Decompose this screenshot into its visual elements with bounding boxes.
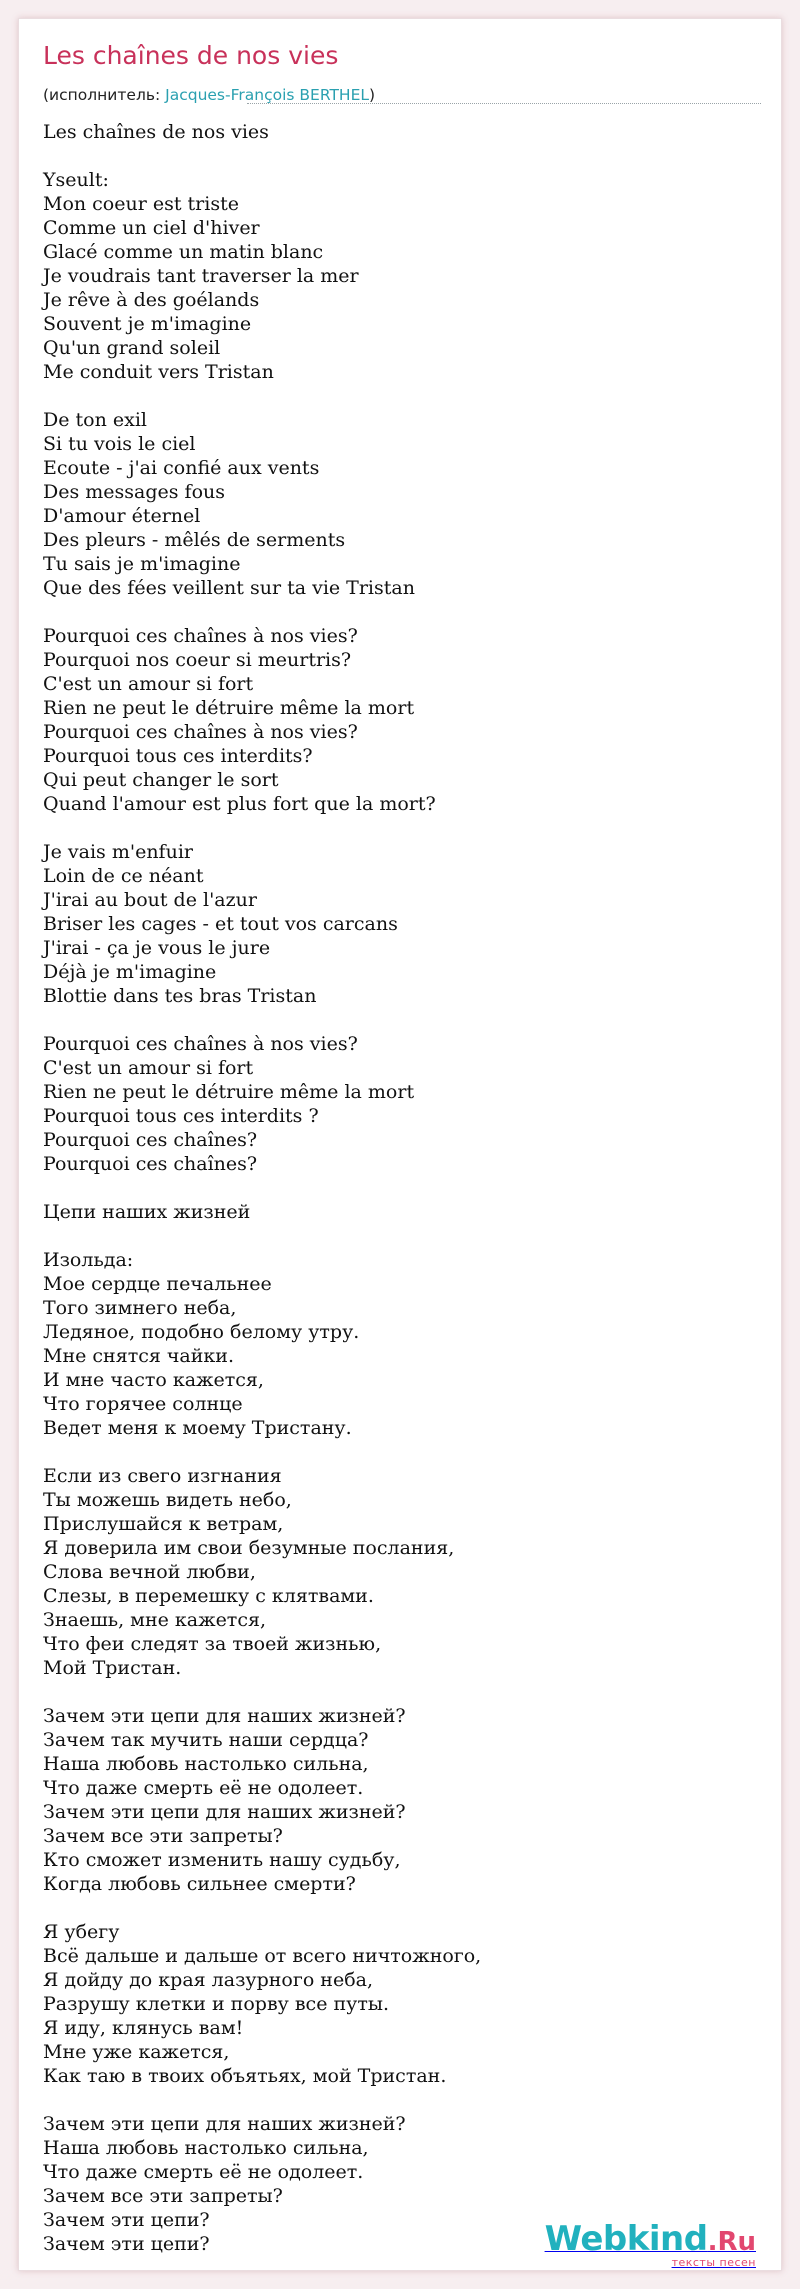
lyric-line: Того зимнего неба, (43, 1297, 237, 1319)
lyric-line: Что даже смерть её не одолеет. (43, 1777, 364, 1799)
lyric-line: J'irai au bout de l'azur (43, 889, 257, 911)
lyric-line: Briser les cages - et tout vos carcans (43, 913, 398, 935)
lyric-line: Pourquoi ces chaînes à nos vies? (43, 1033, 358, 1055)
logo-tagline: тексты песен (671, 2256, 756, 2269)
lyric-line: Je rêve à des goélands (43, 289, 260, 311)
lyric-line: Зачем эти цепи? (43, 2209, 210, 2231)
lyric-line: Les chaînes de nos vies (43, 121, 269, 143)
lyric-line: Разрушу клетки и порву все путы. (43, 1993, 389, 2015)
lyric-line: Souvent je m'imagine (43, 313, 252, 335)
lyric-line: Je vais m'enfuir (43, 841, 193, 863)
lyric-line: Если из свего изгнания (43, 1465, 282, 1487)
lyric-line: C'est un amour si fort (43, 673, 254, 695)
logo-domain: .Ru (707, 2227, 756, 2257)
lyric-line: Наша любовь настолько сильна, (43, 1753, 369, 1775)
lyric-line: C'est un amour si fort (43, 1057, 254, 1079)
lyric-line: Pourquoi ces chaînes à nos vies? (43, 721, 358, 743)
lyric-line: Зачем все эти запреты? (43, 1825, 283, 1847)
lyrics-card (18, 18, 782, 2271)
lyric-line: Pourquoi ces chaînes? (43, 1153, 258, 1175)
lyric-line: Pourquoi ces chaînes à nos vies? (43, 625, 358, 647)
lyric-line: Quand l'amour est plus fort que la mort? (43, 793, 436, 815)
logo-wordmark: Webkind (544, 2219, 708, 2259)
lyric-line: Rien ne peut le détruire même la mort (43, 697, 415, 719)
lyric-line: Si tu vois le ciel (43, 433, 196, 455)
lyric-line: Des pleurs - mêlés de serments (43, 529, 346, 551)
lyric-line: Comme un ciel d'hiver (43, 217, 260, 239)
performer-prefix: (исполнитель: (43, 86, 166, 104)
lyric-line: Ведет меня к моему Тристану. (43, 1417, 352, 1439)
lyric-line: Когда любовь сильнее смерти? (43, 1873, 356, 1895)
lyric-line: Что феи следят за твоей жизнью, (43, 1633, 382, 1655)
performer-suffix: ) (369, 86, 376, 104)
lyric-line: И мне часто кажется, (43, 1369, 264, 1391)
lyric-line: Mon coeur est triste (43, 193, 239, 215)
lyric-line: Слезы, в перемешку с клятвами. (43, 1585, 374, 1607)
lyric-line: Цепи наших жизней (43, 1201, 251, 1223)
lyric-line: Я иду, клянусь вам! (43, 2017, 244, 2039)
lyric-line: Мне снятся чайки. (43, 1345, 235, 1367)
lyric-line: Rien ne peut le détruire même la mort (43, 1081, 415, 1103)
site-logo[interactable] (544, 2219, 756, 2269)
song-title: Les chaînes de nos vies (43, 41, 339, 70)
lyric-line: Кто сможет изменить нашу судьбу, (43, 1849, 401, 1871)
lyric-line: Зачем эти цепи для наших жизней? (43, 2113, 406, 2135)
lyric-line: Наша любовь настолько сильна, (43, 2137, 369, 2159)
lyric-line: Изольда: (43, 1249, 134, 1271)
lyric-line: Прислушайся к ветрам, (43, 1513, 284, 1535)
lyric-line: Me conduit vers Tristan (43, 361, 274, 383)
lyric-line: Зачем так мучить наши сердца? (43, 1729, 369, 1751)
lyric-line: Ледяное, подобно белому утру. (43, 1321, 360, 1343)
lyric-line: Мое сердце печальнее (43, 1273, 272, 1295)
lyric-line: Знаешь, мне кажется, (43, 1609, 266, 1631)
lyric-line: Что даже смерть её не одолеет. (43, 2161, 364, 2183)
lyric-line: Что горячее солнце (43, 1393, 243, 1415)
title-divider (247, 103, 761, 104)
lyric-line: Pourquoi ces chaînes? (43, 1129, 258, 1151)
lyric-line: Я убегу (43, 1921, 120, 1943)
lyric-line: Всё дальше и дальше от всего ничтожного, (43, 1945, 482, 1967)
lyric-line: Blottie dans tes bras Tristan (43, 985, 317, 1007)
lyric-line: Зачем эти цепи? (43, 2233, 210, 2255)
performer-link[interactable]: Jacques-François BERTHEL (165, 86, 370, 104)
lyric-line: Мой Тристан. (43, 1657, 182, 1679)
lyric-line: Tu sais je m'imagine (43, 553, 241, 575)
lyric-line: Je voudrais tant traverser la mer (43, 265, 359, 287)
lyric-line: Ты можешь видеть небо, (43, 1489, 292, 1511)
lyric-line: De ton exil (43, 409, 147, 431)
lyric-line: D'amour éternel (43, 505, 201, 527)
lyric-line: Ecoute - j'ai confié aux vents (43, 457, 320, 479)
lyric-line: Pourquoi nos coeur si meurtris? (43, 649, 352, 671)
lyric-line: Que des fées veillent sur ta vie Tristan (43, 577, 415, 599)
lyric-line: Des messages fous (43, 481, 226, 503)
lyrics-text (43, 120, 743, 2256)
lyric-line: Я дойду до края лазурного неба, (43, 1969, 374, 1991)
lyric-line: J'irai - ça je vous le jure (43, 937, 271, 959)
lyric-line: Мне уже кажется, (43, 2041, 230, 2063)
lyric-line: Слова вечной любви, (43, 1561, 256, 1583)
lyric-line: Как таю в твоих объятьях, мой Тристан. (43, 2065, 447, 2087)
lyric-line: Déjà je m'imagine (43, 961, 217, 983)
lyric-line: Зачем эти цепи для наших жизней? (43, 1705, 406, 1727)
lyric-line: Glacé comme un matin blanc (43, 241, 324, 263)
lyric-line: Я доверила им свои безумные послания, (43, 1537, 455, 1559)
lyric-line: Qu'un grand soleil (43, 337, 221, 359)
lyric-line: Зачем эти цепи для наших жизней? (43, 1801, 406, 1823)
lyric-line: Yseult: (43, 169, 109, 191)
lyric-line: Pourquoi tous ces interdits ? (43, 1105, 319, 1127)
lyric-line: Qui peut changer le sort (43, 769, 279, 791)
lyric-line: Loin de ce néant (43, 865, 204, 887)
lyric-line: Pourquoi tous ces interdits? (43, 745, 313, 767)
lyric-line: Зачем все эти запреты? (43, 2185, 283, 2207)
